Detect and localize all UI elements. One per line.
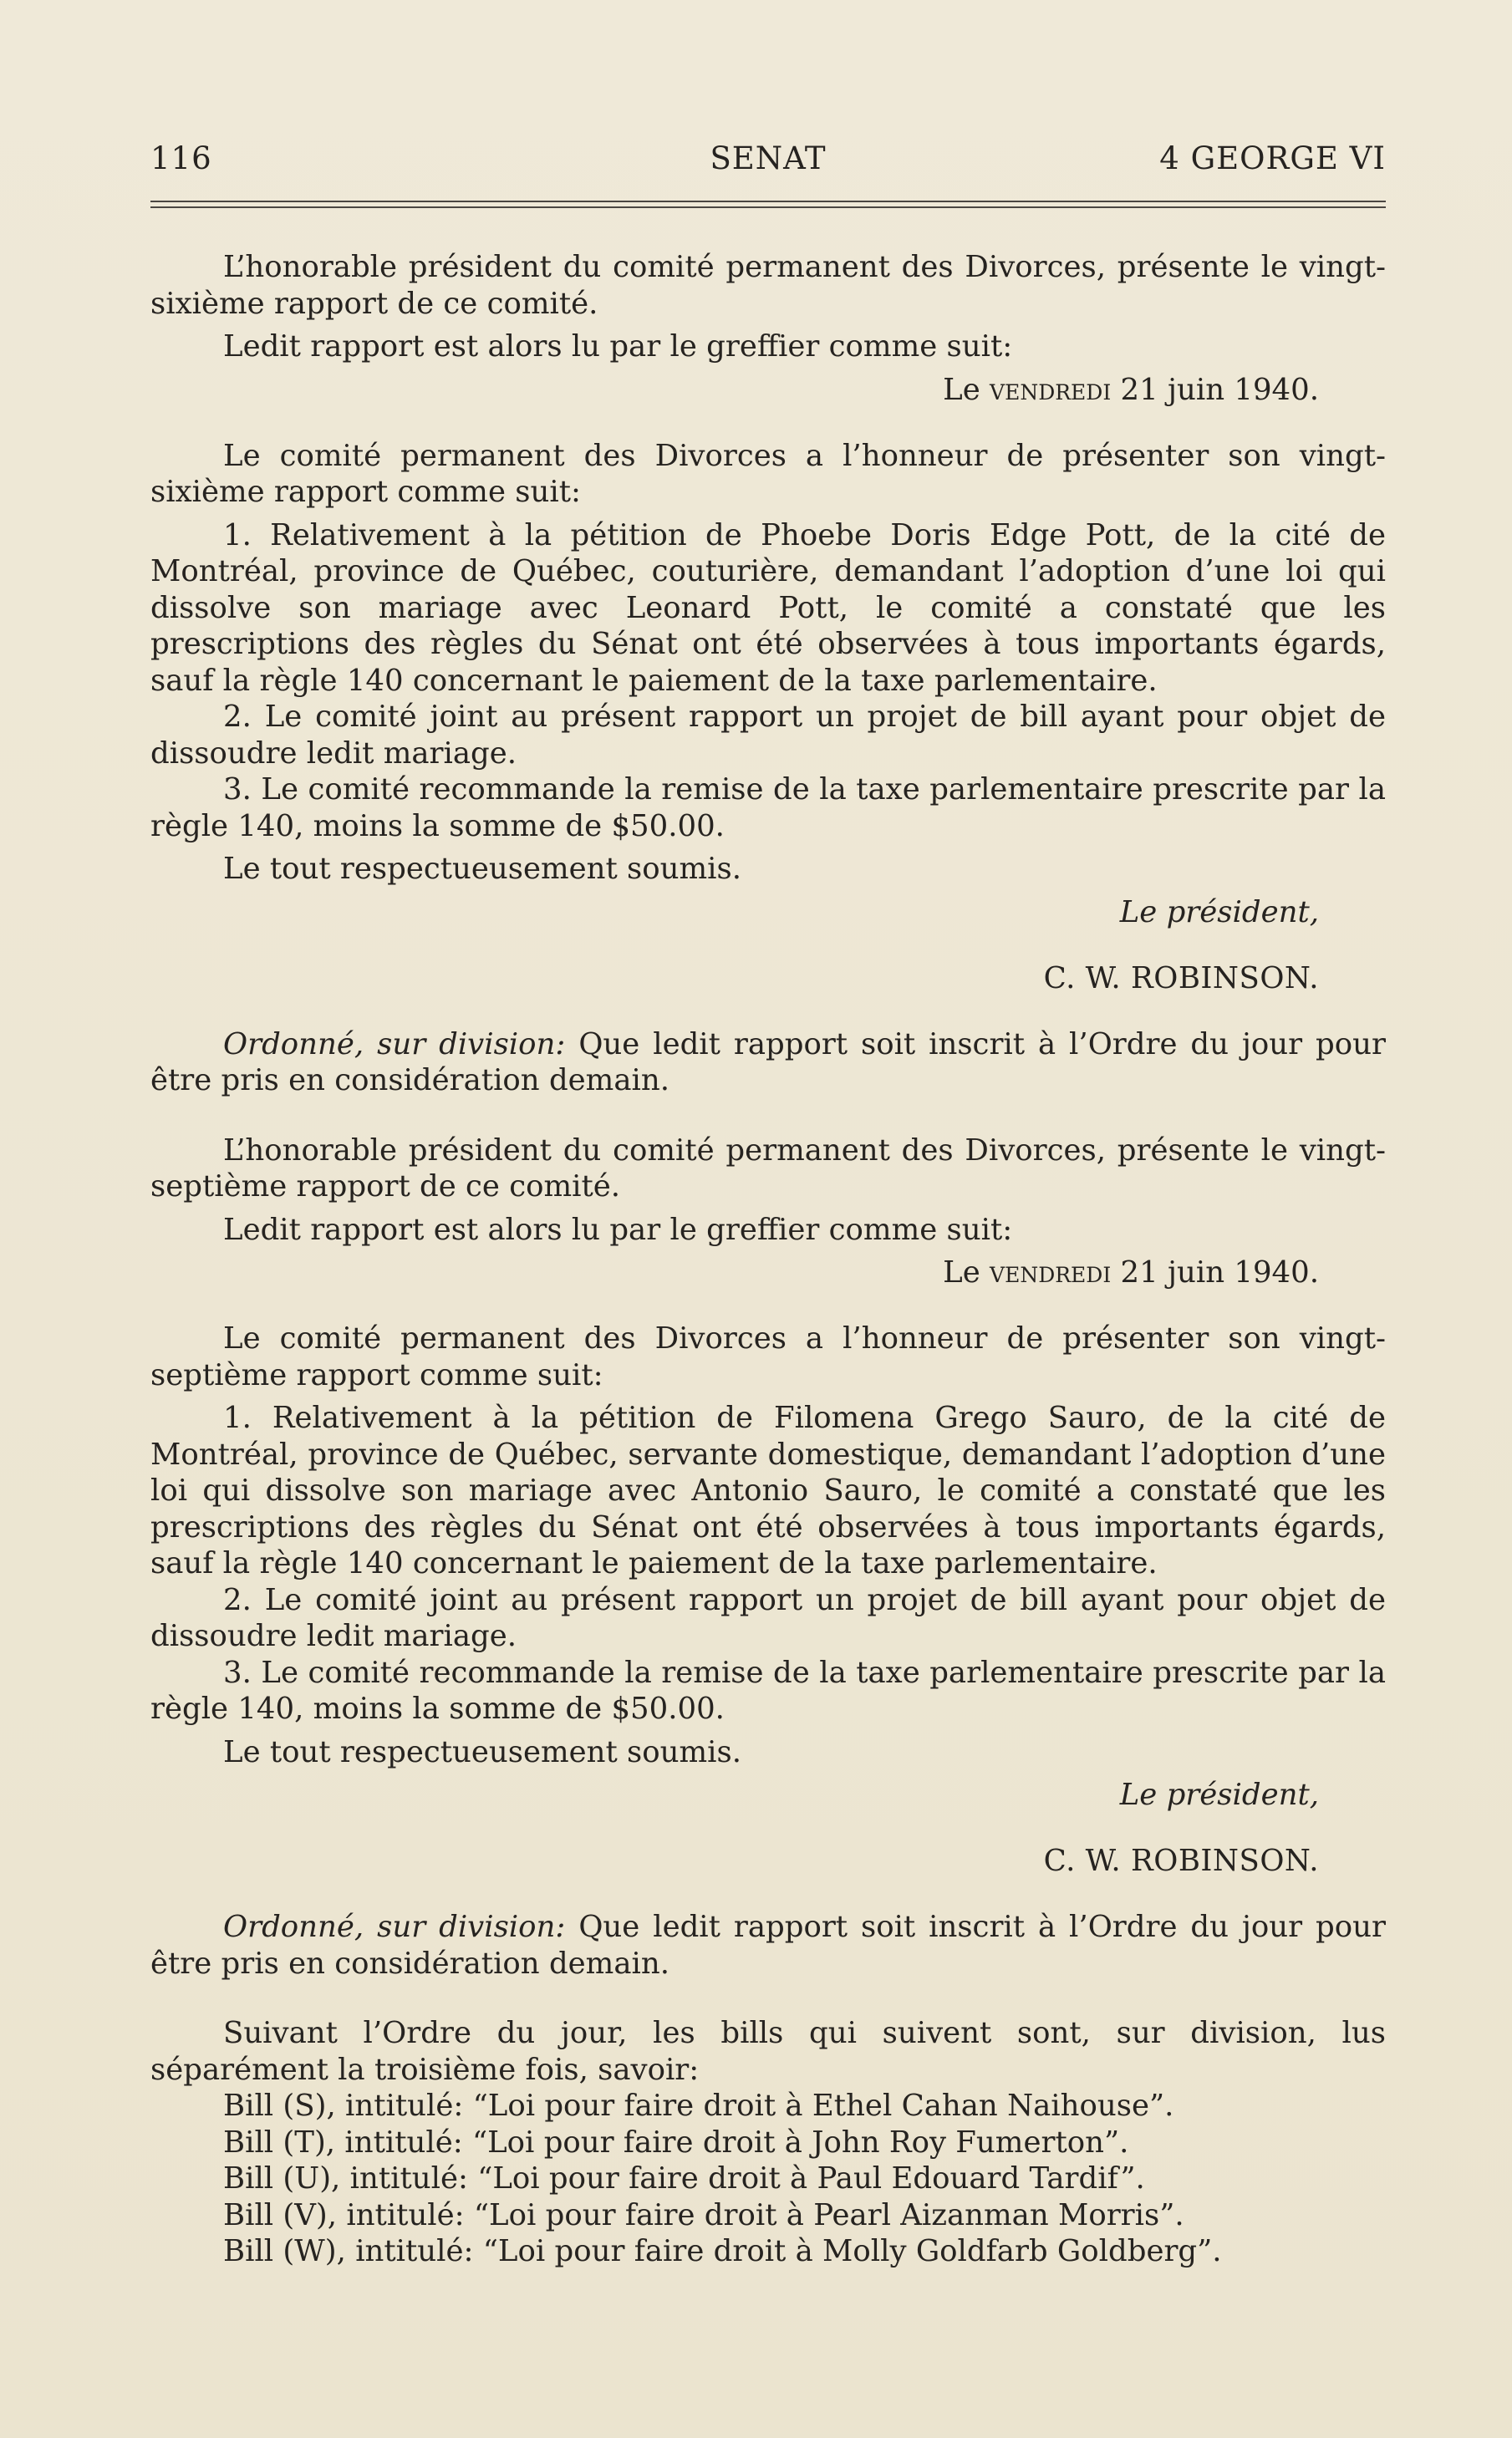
signature-title: Le président, xyxy=(1119,894,1319,929)
bill-item: Bill (W), intitulé: “Loi pour faire droit à Molly Goldfarb Goldberg”. xyxy=(223,2234,1222,2268)
report-item-1: 1. Relativement à la pétition de Filomena Grego Sauro, de la cité de Montréal, province de Québec, servante domestique, demandant l’adoption d’une loi qui dissolve son mariage avec Antonio Sauro, le comité a constaté que les prescriptions des règles du Sénat ont été observées à tous importants égards, sauf la règle 140 concernant le paiement de la taxe parlementaire. xyxy=(150,1401,1386,1580)
header-double-rule xyxy=(150,201,1386,208)
report-closing: Le tout respectueusement soumis. xyxy=(223,852,742,886)
report-item-1: 1. Relativement à la pétition de Phoebe Doris Edge Pott, de la cité de Montréal, province de Québec, couturière, demandant l’adoption d’une loi qui dissolve son mariage avec Leonard Pott, le comité a constaté que les prescriptions des règles du Sénat ont été observées à tous importants égards, sauf la règle 140 concernant le paiement de la taxe parlementaire. xyxy=(150,517,1386,698)
running-header xyxy=(150,140,1386,191)
order-of-day xyxy=(150,2015,1386,2270)
report-read-line: Ledit rapport est alors lu par le greffier comme suit: xyxy=(223,1212,1013,1247)
signature-name: C. W. ROBINSON. xyxy=(1043,1844,1319,1878)
bill-item: Bill (S), intitulé: “Loi pour faire droit à Ethel Cahan Naihouse”. xyxy=(223,2089,1174,2123)
report-order: Ordonné, sur division: Que ledit rapport soit inscrit à l’Ordre du jour pour être pris en considération demain. xyxy=(150,1026,1386,1097)
header-reign: 4 GEORGE VI xyxy=(1159,140,1386,176)
report-lead: Le comité permanent des Divorces a l’honneur de présenter son vingt-sixième rapport comme suit: xyxy=(150,438,1386,509)
bill-list xyxy=(223,2088,1386,2270)
report-item-2: 2. Le comité joint au présent rapport un projet de bill ayant pour objet de dissoudre ledit mariage. xyxy=(150,700,1386,771)
report-closing: Le tout respectueusement soumis. xyxy=(223,1734,742,1769)
signature-name: C. W. ROBINSON. xyxy=(1043,960,1319,995)
report-item-3: 3. Le comité recommande la remise de la taxe parlementaire prescrite par la règle 140, moins la somme de $50.00. xyxy=(150,772,1386,843)
report-item-2: 2. Le comité joint au présent rapport un projet de bill ayant pour objet de dissoudre ledit mariage. xyxy=(150,1582,1386,1653)
bill-item: Bill (T), intitulé: “Loi pour faire droit à John Roy Fumerton”. xyxy=(223,2125,1129,2160)
report-item-3: 3. Le comité recommande la remise de la taxe parlementaire prescrite par la règle 140, moins la somme de $50.00. xyxy=(150,1655,1386,1726)
report-order: Ordonné, sur division: Que ledit rapport soit inscrit à l’Ordre du jour pour être pris en considération demain. xyxy=(150,1910,1386,1981)
report-read-line: Ledit rapport est alors lu par le greffier comme suit: xyxy=(223,329,1013,364)
report-intro: L’honorable président du comité permanent des Divorces, présente le vingt-sixième rapport de ce comité. xyxy=(150,250,1386,321)
order-of-day-intro: Suivant l’Ordre du jour, les bills qui suivent sont, sur division, lus séparément la troisième fois, savoir: xyxy=(150,2016,1386,2087)
report-intro: L’honorable président du comité permanent des Divorces, présente le vingt-septième rapport de ce comité. xyxy=(150,1132,1386,1204)
bill-item: Bill (U), intitulé: “Loi pour faire droit à Paul Edouard Tardif”. xyxy=(223,2161,1145,2196)
report-lead: Le comité permanent des Divorces a l’honneur de présenter son vingt-septième rapport comme suit: xyxy=(150,1321,1386,1392)
report-26 xyxy=(150,249,1386,1099)
report-date: Le vendredi 21 juin 1940. xyxy=(943,372,1319,407)
header-title: SENAT xyxy=(710,140,827,176)
report-date: Le vendredi 21 juin 1940. xyxy=(943,1255,1319,1290)
signature-title: Le président, xyxy=(1119,1778,1319,1812)
report-27 xyxy=(150,1132,1386,1982)
page-body xyxy=(150,249,1386,2270)
page-number: 116 xyxy=(150,140,212,176)
bill-item: Bill (V), intitulé: “Loi pour faire droit à Pearl Aizanman Morris”. xyxy=(223,2197,1184,2232)
